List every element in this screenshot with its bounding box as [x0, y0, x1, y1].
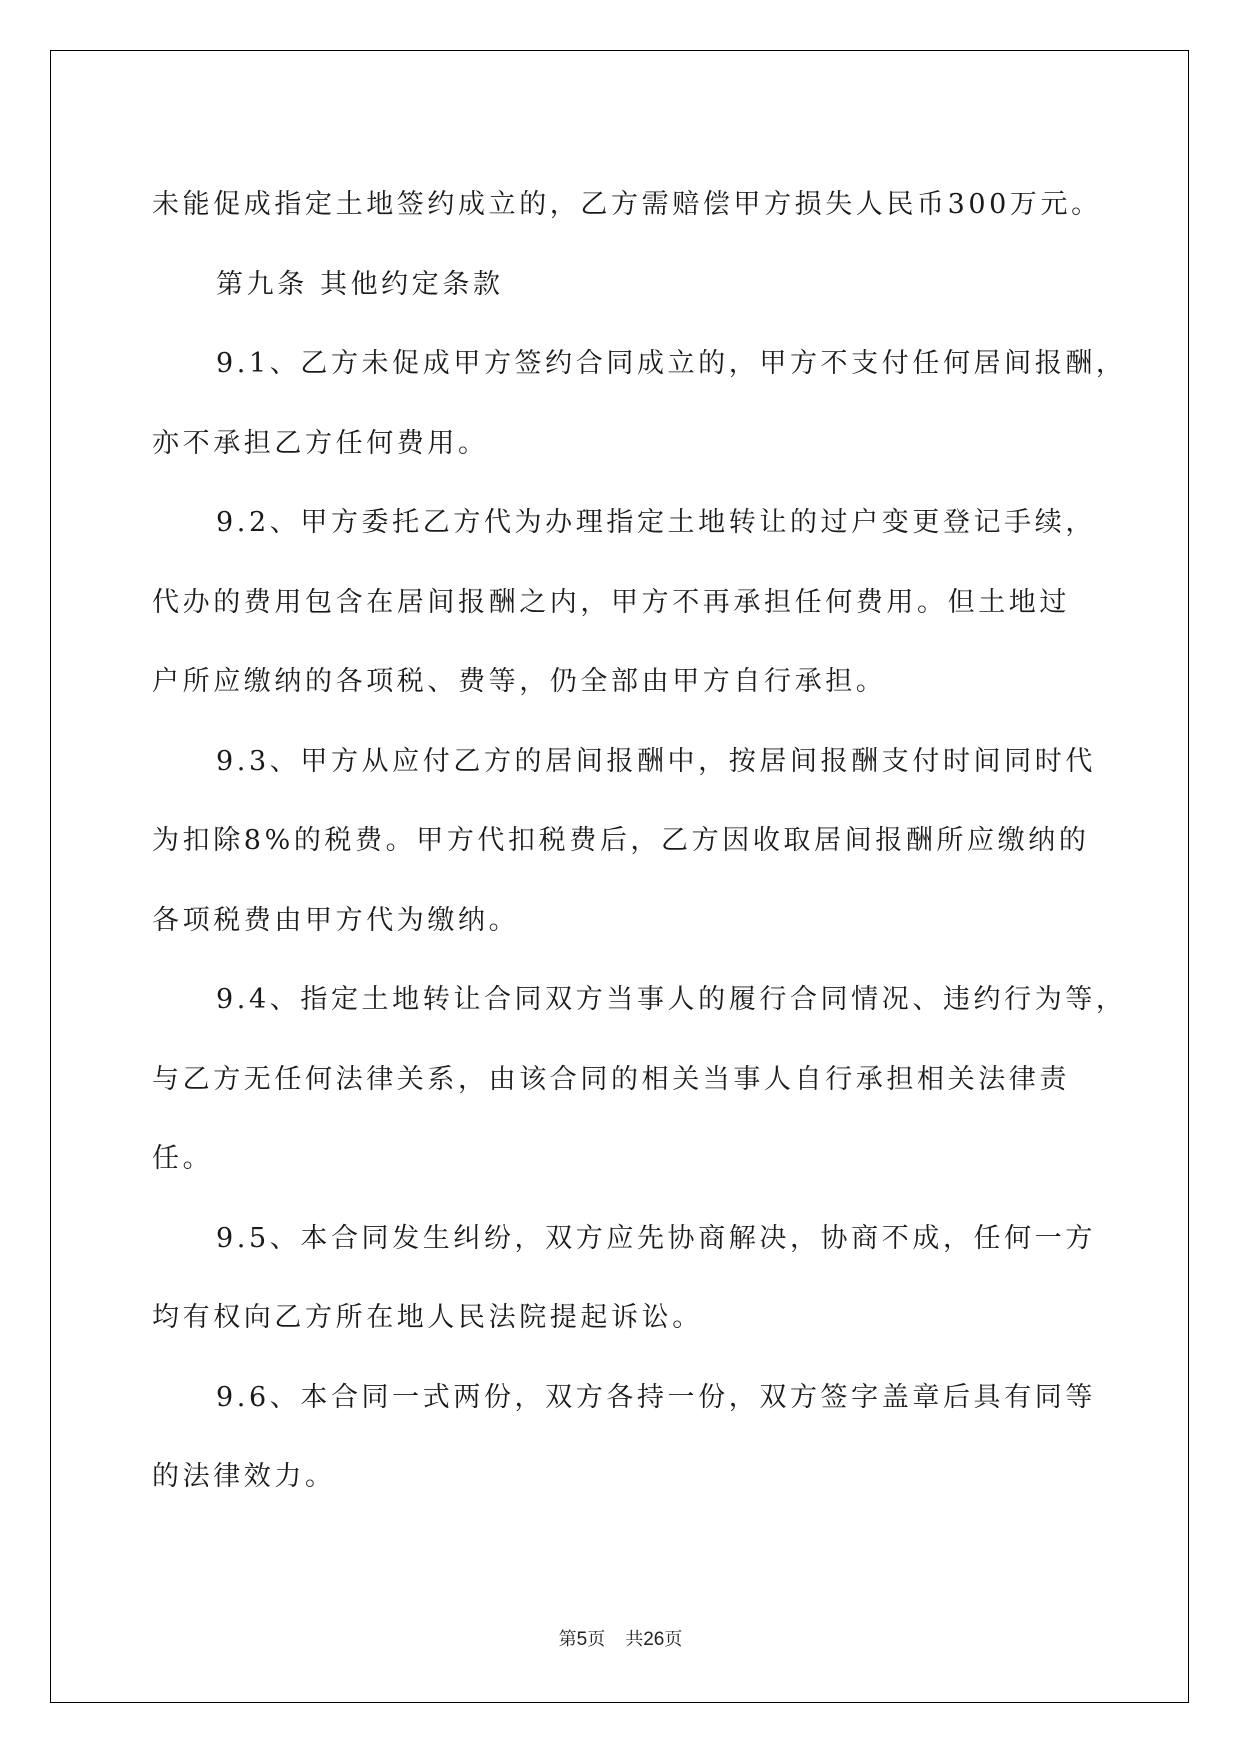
total-suffix: 页 [664, 1629, 683, 1650]
text-line: 代办的费用包含在居间报酬之内，甲方不再承担任何费用。但土地过 [152, 586, 1070, 618]
total-prefix: 共 [625, 1629, 644, 1650]
document-body [152, 165, 1127, 1517]
text-line: 为扣除8%的税费。甲方代扣税费后，乙方因收取居间报酬所应缴纳的 [152, 825, 1090, 856]
article-heading: 第九条 其他约定条款 [216, 268, 504, 300]
page-number: 5 [576, 1629, 588, 1650]
clause-9-5: 9.5、本合同发生纠纷，双方应先协商解决，协商不成，任何一方 [216, 1222, 1096, 1254]
text-line: 与乙方无任何法律关系，由该合同的相关当事人自行承担相关法律责 [152, 1063, 1070, 1095]
text-line: 的法律效力。 [152, 1461, 336, 1492]
total-pages: 26 [643, 1629, 665, 1650]
clause-9-1: 9.1、乙方未促成甲方签约合同成立的，甲方不支付任何居间报酬， [216, 348, 1127, 379]
text-line: 任。 [152, 1143, 214, 1174]
page-footer [0, 1625, 1241, 1651]
clause-9-6: 9.6、本合同一式两份，双方各持一份，双方签字盖章后具有同等 [216, 1381, 1096, 1413]
page-prefix: 第 [558, 1629, 577, 1650]
clause-9-3: 9.3、甲方从应付乙方的居间报酬中，按居间报酬支付时间同时代 [216, 745, 1096, 777]
page-suffix: 页 [587, 1629, 606, 1650]
clause-9-2: 9.2、甲方委托乙方代为办理指定土地转让的过户变更登记手续， [216, 507, 1096, 538]
clause-9-4: 9.4、指定土地转让合同双方当事人的履行合同情况、违约行为等， [216, 984, 1127, 1015]
text-line: 户所应缴纳的各项税、费等，仍全部由甲方自行承担。 [152, 666, 887, 697]
text-line: 未能促成指定土地签约成立的，乙方需赔偿甲方损失人民币300万元。 [152, 189, 1102, 220]
text-line: 亦不承担乙方任何费用。 [152, 427, 489, 459]
text-line: 均有权向乙方所在地人民法院提起诉讼。 [152, 1302, 703, 1333]
text-line: 各项税费由甲方代为缴纳。 [152, 904, 520, 936]
